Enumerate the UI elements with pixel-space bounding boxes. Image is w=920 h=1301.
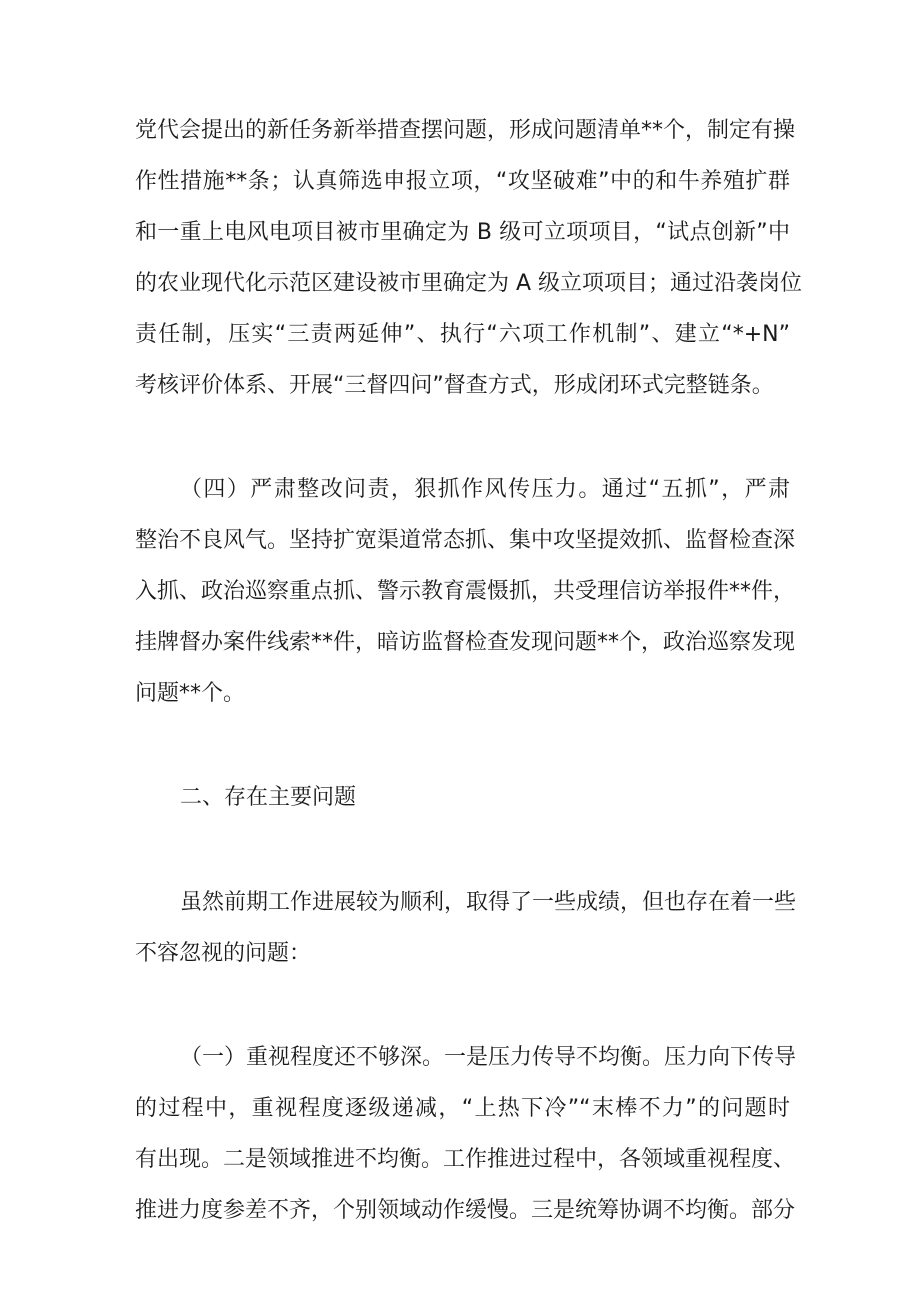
- text-line: 不容忽视的问题：: [135, 941, 312, 966]
- text-line: 虽然前期工作进展较为顺利，取得了一些成绩，但也存在着一些: [180, 890, 797, 915]
- text-line: 党代会提出的新任务新举措查摆问题，形成问题清单**个，制定有操: [135, 118, 796, 143]
- section-heading: 二、存在主要问题: [180, 785, 357, 810]
- text-line: （四）严肃整改问责，狠抓作风传压力。通过“五抓”，严肃: [180, 477, 790, 502]
- text-line: 整治不良风气。坚持扩宽渠道常态抓、集中攻坚提效抓、监督检查深: [135, 528, 796, 553]
- text-line: 责任制，压实“三责两延伸”、执行“六项工作机制”、建立“*+N”: [135, 322, 790, 347]
- text-line: 和一重上电风电项目被市里确定为 B 级可立项项目，“试点创新”中: [135, 220, 790, 245]
- text-line: 的农业现代化示范区建设被市里确定为 A 级立项项目；通过沿袭岗位: [135, 271, 803, 296]
- text-line: 的过程中，重视程度逐级递减，“上热下冷”“末棒不力”的问题时: [135, 1096, 790, 1121]
- text-line: 推进力度参差不齐，个别领域动作缓慢。三是统筹协调不均衡。部分: [135, 1198, 796, 1223]
- text-line: 挂牌督办案件线索**件，暗访监督检查发现问题**个，政治巡察发现: [135, 630, 796, 655]
- text-line: 考核评价体系、开展“三督四问”督查方式，形成闭环式完整链条。: [135, 373, 774, 398]
- text-line: 作性措施**条；认真筛选申报立项，“攻坚破难”中的和牛养殖扩群: [135, 169, 790, 194]
- text-line: （一）重视程度还不够深。一是压力传导不均衡。压力向下传导: [180, 1045, 797, 1070]
- text-line: 有出现。二是领域推进不均衡。工作推进过程中，各领域重视程度、: [135, 1147, 796, 1172]
- text-line: 问题**个。: [135, 681, 246, 706]
- text-line: 入抓、政治巡察重点抓、警示教育震慑抓，共受理信访举报件**件，: [135, 579, 796, 604]
